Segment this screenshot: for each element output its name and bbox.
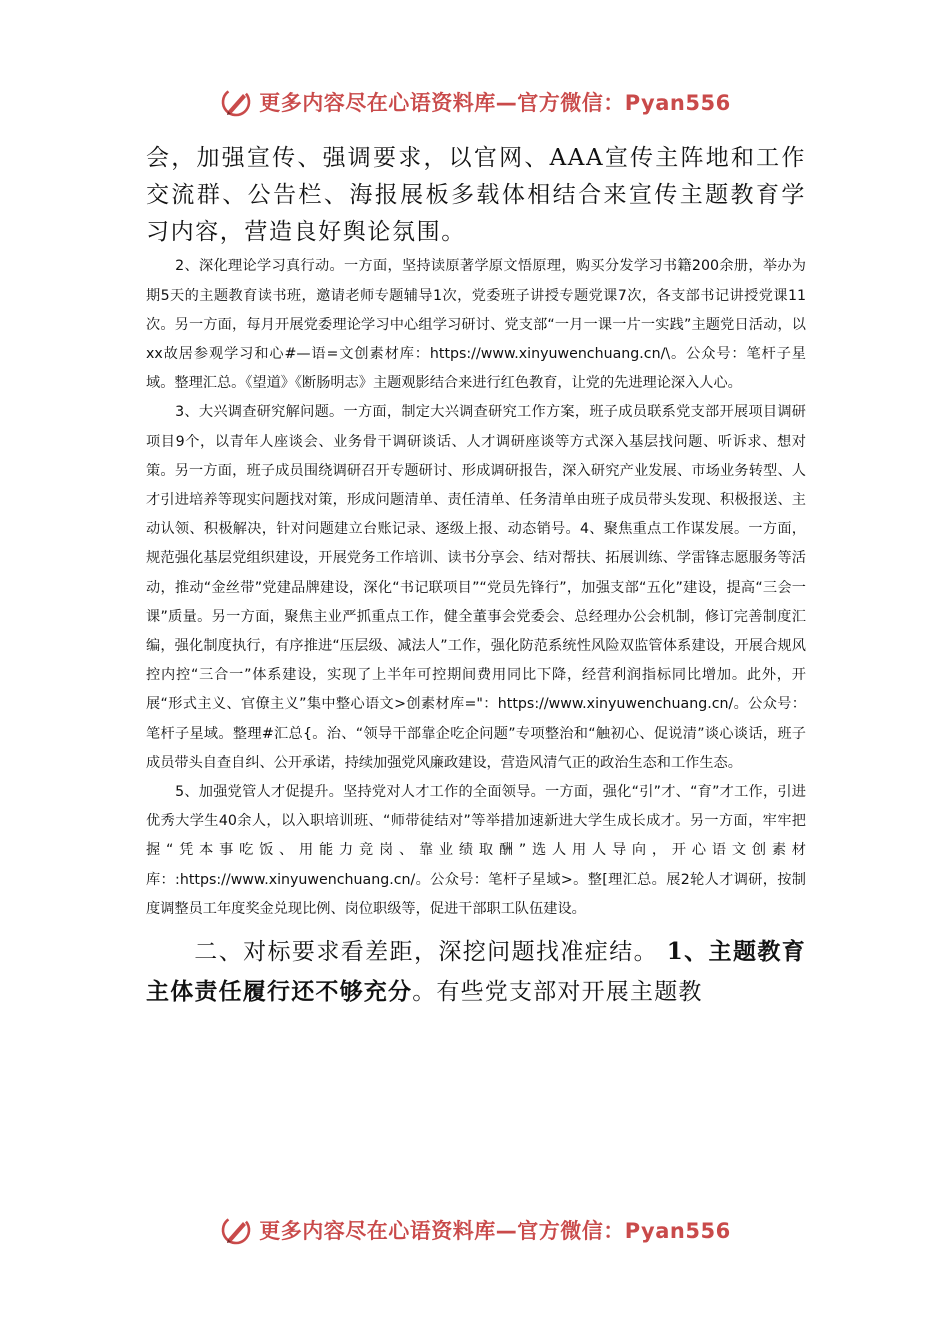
paragraph-3: 3、大兴调查研究解问题。一方面，制定大兴调查研究工作方案，班子成员联系党支部开展项目调研项目9个，以青年人座谈会、业务骨干调研谈话、人才调研座谈等方式深入基层找问题、听诉求、想对策。另一方面，班子成员围绕调研召开专题研讨、形成调研报告，深入研究产业发展、市场业务转型、人才引进培养等现实问题找对策，形成问题清单、责任清单、任务清单由班子成员带头发现、积极报送、主动认领、积极解决，针对问题建立台账记录、逐级上报、动态销号。4、聚焦重点工作谋发展。一方面，规范强化基层党组织建设，开展党务工作培训、读书分享会、结对帮扶、拓展训练、学雷锋志愿服务等活动，推动“金丝带”党建品牌建设，深化“书记联项目”“党员先锋行”，加强支部“五化”建设，提高“三会一课”质量。另一方面，聚焦主业严抓重点工作，健全董事会党委会、总经理办公会机制，修订完善制度汇编，强化制度执行，有序推进“压层级、减法人”工作，强化防范系统性风险双监管体系建设，开展合规风控内控“三合一”体系建设，实现了上半年可控期间费用同比下降，经营利润指标同比增加。此外，开展“形式主义、官僚主义”集中整心语文>创素材库="：https://www.xinyuwenchuang.cn/。公众号：笔杆子星域。整理#汇总{。治、“领导干部靠企吃企问题”专项整治和“触初心、促说清”谈心谈话，班子成员带头自查自纠、公开承诺，持续加强党风廉政建设，营造风清气正的政治生态和工作生态。 — [146, 404, 806, 771]
banner-text: 更多内容尽在心语资料库—官方微信：Pyan556 — [259, 91, 731, 115]
section-bold-point: 1、主题教育主体责任履行还不够充分 — [146, 938, 806, 1006]
banner-text: 更多内容尽在心语资料库—官方微信：Pyan556 — [259, 1219, 731, 1243]
section-heading: 二、对标要求看差距，深挖问题找准症结。 — [194, 939, 659, 966]
opening-paragraph: 会，加强宣传、强调要求，以官网、AAA宣传主阵地和工作交流群、公告栏、海报展板多载体相结合来宣传主题教育学习内容，营造良好舆论氛围。 — [146, 145, 806, 245]
pen-logo-icon — [219, 1213, 253, 1247]
section-tail: 。有些党支部对开展主题教 — [412, 979, 703, 1006]
section-two — [146, 932, 806, 1012]
paragraph-2: 2、深化理论学习真行动。一方面，坚持读原著学原文悟原理，购买分发学习书籍200余册，举办为期5天的主题教育读书班，邀请老师专题辅导1次，党委班子讲授专题党课7次，各支部书记讲授党课11次。另一方面，每月开展党委理论学习中心组学习研讨、党支部“一月一课一片一实践”主题党日活动，以xx故居参观学习和心#—语=文创素材库：https://www.xinyuwenchuang.cn/\。公众号：笔杆子星域。整理汇总。《望道》《断肠明志》主题观影结合来进行红色教育，让党的先进理论深入人心。 — [146, 258, 806, 392]
pen-logo-icon — [219, 85, 253, 119]
document-body — [146, 140, 806, 1012]
paragraph-5: 5、加强党管人才促提升。坚持党对人才工作的全面领导。一方面，强化“引”才、“育”才工作，引进优秀大学生40余人，以入职培训班、“师带徒结对”等举措加速新进大学生成长成才。另一方面，牢牢把握“凭本事吃饭、用能力竞岗、靠业绩取酬”选人用人导向，开心语文创素材库：:https://www.xinyuwenchuang.cn/。公众号：笔杆子星域>。整[理汇总。展2轮人才调研，按制度调整员工年度奖金兑现比例、岗位职级等，促进干部职工队伍建设。 — [146, 784, 806, 917]
bottom-banner — [0, 1210, 950, 1250]
top-banner — [0, 82, 950, 122]
